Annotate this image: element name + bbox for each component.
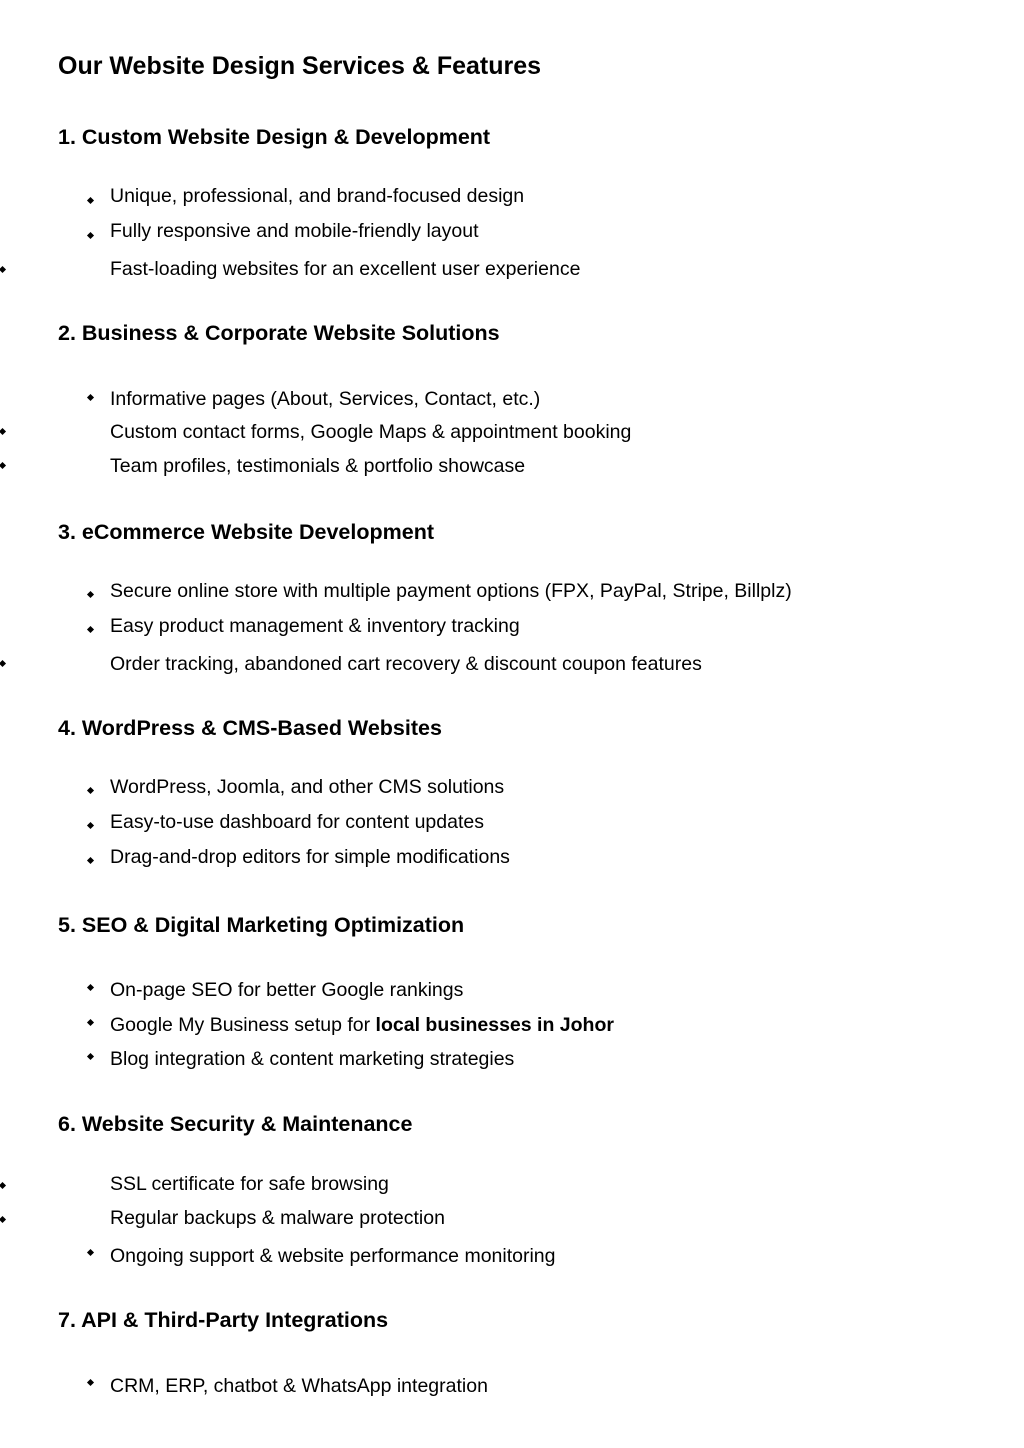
list-item-text: Google My Business setup for (110, 1014, 376, 1036)
list-item: Secure online store with multiple payment options (FPX, PayPal, Stripe, Billplz) (110, 580, 792, 602)
bullet-diamond-icon (87, 822, 94, 829)
bullet-diamond-icon (0, 462, 6, 469)
list-item: Fast-loading websites for an excellent user experience (110, 258, 581, 280)
bullet-diamond-icon (87, 1379, 94, 1386)
bullet-diamond-icon (87, 197, 94, 204)
bullet-diamond-icon (87, 1019, 94, 1026)
list-item: CRM, ERP, chatbot & WhatsApp integration (110, 1375, 488, 1397)
list-item: Easy-to-use dashboard for content updates (110, 811, 484, 833)
bullet-diamond-icon (0, 1182, 6, 1189)
bullet-diamond-icon (0, 428, 6, 435)
bullet-diamond-icon (87, 626, 94, 633)
section-heading-business-corporate: 2. Business & Corporate Website Solutions (58, 321, 500, 345)
list-item: Drag-and-drop editors for simple modifications (110, 846, 510, 868)
bullet-diamond-icon (0, 660, 6, 667)
section-heading-seo-marketing: 5. SEO & Digital Marketing Optimization (58, 913, 465, 937)
section-heading-ecommerce: 3. eCommerce Website Development (58, 520, 434, 544)
bullet-diamond-icon (87, 394, 94, 401)
list-item: On-page SEO for better Google rankings (110, 979, 464, 1001)
page-title: Our Website Design Services & Features (58, 52, 542, 80)
list-item: Team profiles, testimonials & portfolio showcase (110, 455, 526, 477)
bullet-diamond-icon (87, 984, 94, 991)
list-item (110, 1012, 614, 1038)
list-item: Informative pages (About, Services, Contact, etc.) (110, 388, 541, 410)
bullet-diamond-icon (87, 857, 94, 864)
list-item: SSL certificate for safe browsing (110, 1173, 389, 1195)
list-item: Order tracking, abandoned cart recovery & discount coupon features (110, 653, 702, 675)
list-item-bold-text: local businesses in Johor (375, 1014, 614, 1036)
list-item: Unique, professional, and brand-focused design (110, 185, 525, 207)
list-item: Custom contact forms, Google Maps & appointment booking (110, 421, 632, 443)
bullet-diamond-icon (87, 1053, 94, 1060)
bullet-diamond-icon (0, 266, 6, 273)
list-item: Regular backups & malware protection (110, 1207, 445, 1229)
list-item: Easy product management & inventory tracking (110, 615, 520, 637)
list-item: Fully responsive and mobile-friendly layout (110, 220, 479, 242)
section-heading-custom-design: 1. Custom Website Design & Development (58, 125, 491, 149)
bullet-diamond-icon (0, 1216, 6, 1223)
section-heading-security-maintenance: 6. Website Security & Maintenance (58, 1112, 413, 1136)
bullet-diamond-icon (87, 591, 94, 598)
bullet-diamond-icon (87, 1249, 94, 1256)
section-heading-wordpress-cms: 4. WordPress & CMS-Based Websites (58, 716, 442, 740)
list-item: WordPress, Joomla, and other CMS solutions (110, 776, 505, 798)
bullet-diamond-icon (87, 232, 94, 239)
section-heading-api-integrations: 7. API & Third-Party Integrations (58, 1308, 389, 1332)
bullet-diamond-icon (87, 787, 94, 794)
list-item: Blog integration & content marketing strategies (110, 1048, 515, 1070)
list-item: Ongoing support & website performance monitoring (110, 1245, 556, 1267)
